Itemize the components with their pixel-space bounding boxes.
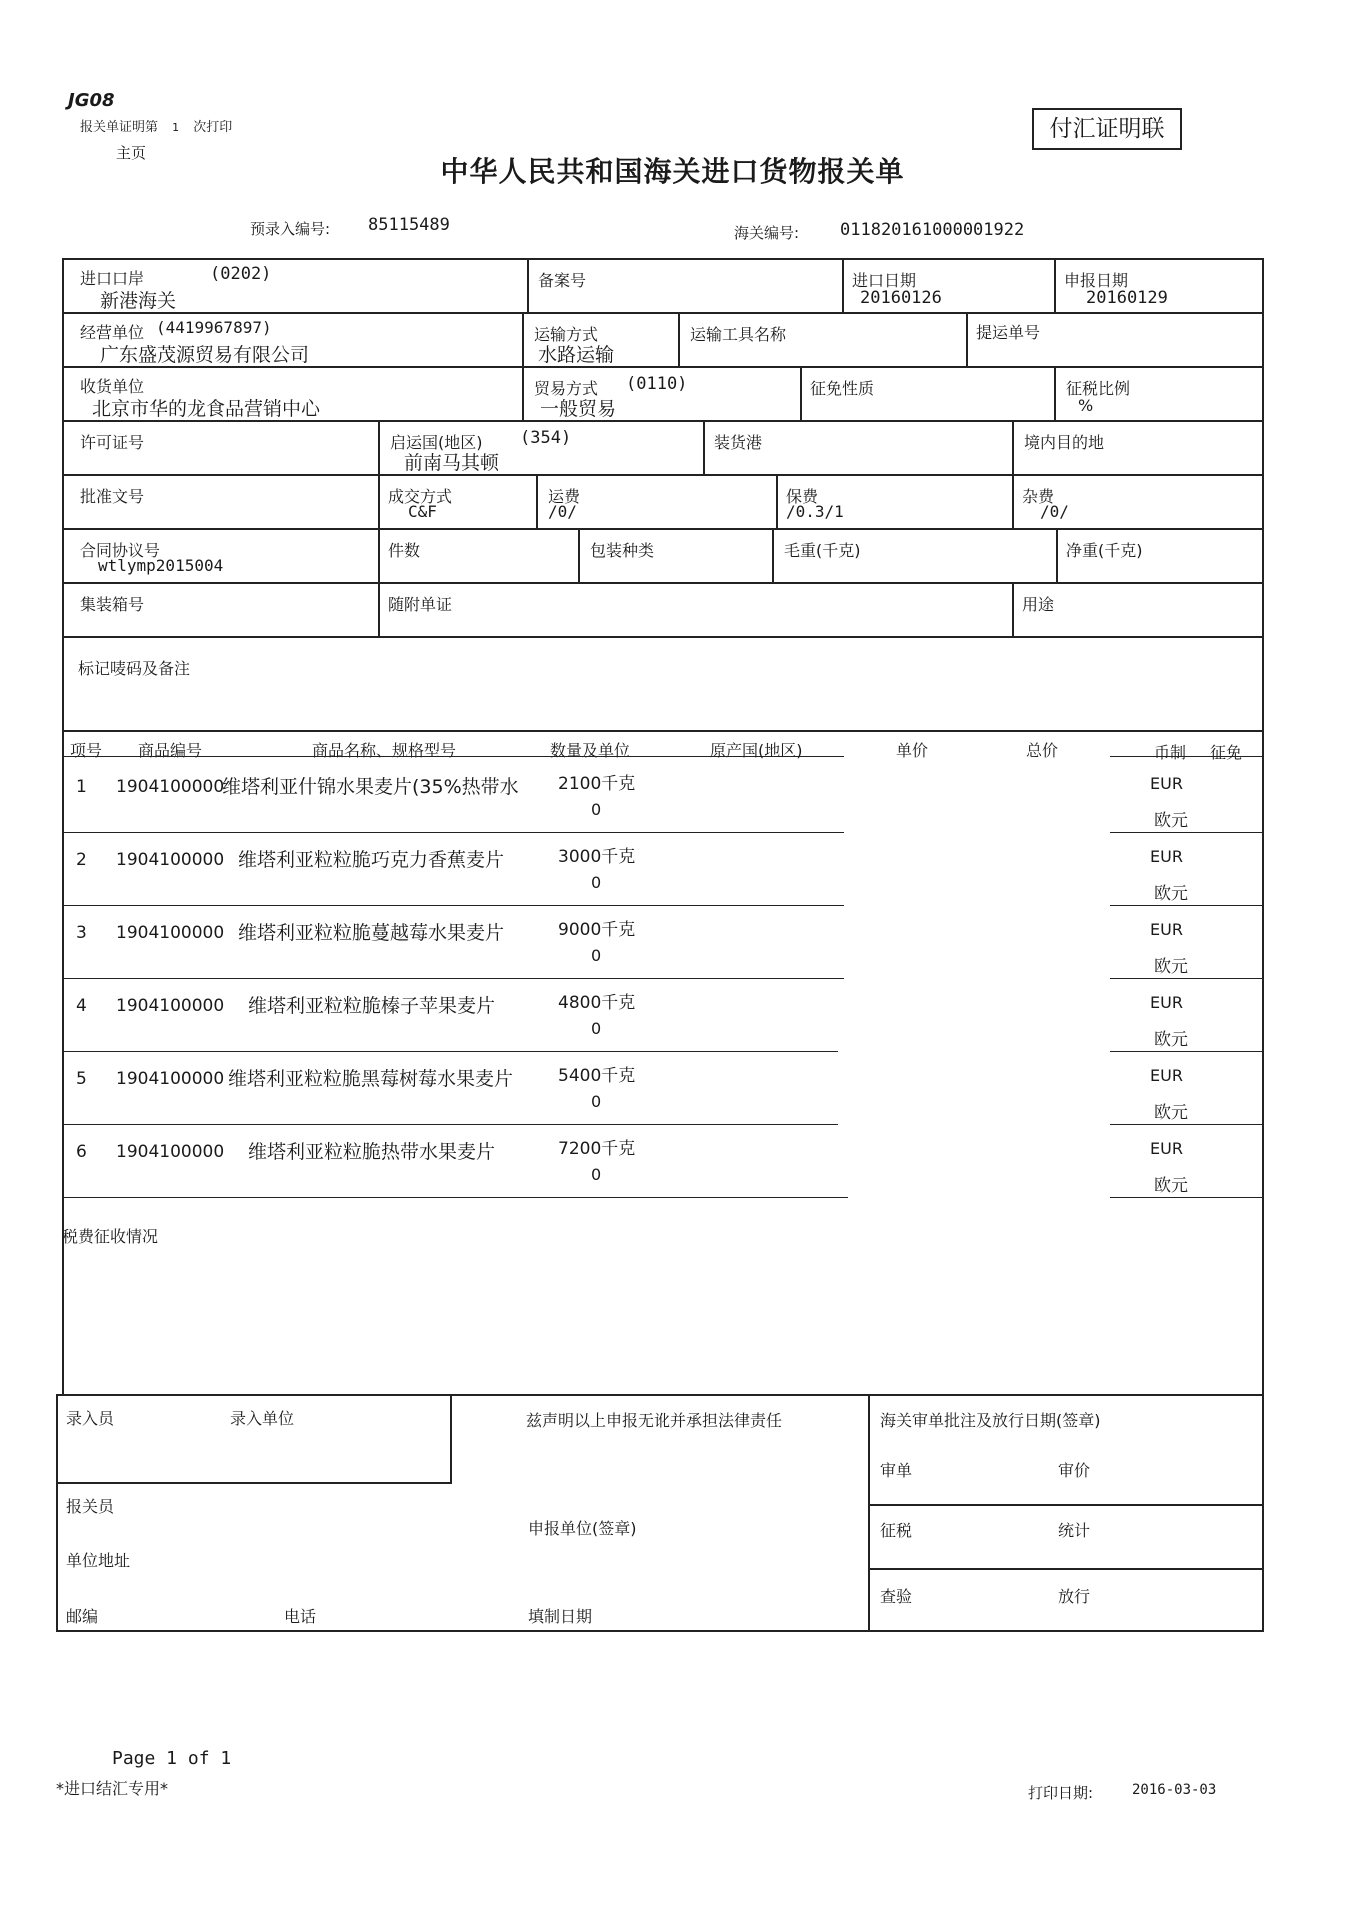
net-label: 净重(千克)	[1066, 541, 1143, 560]
declare-unit-label: 申报单位(签章)	[528, 1519, 637, 1538]
insurance-label: 保费	[786, 487, 819, 506]
consignee-name: 北京市华的龙食品营销中心	[92, 398, 321, 420]
deal-mode: C&F	[408, 502, 437, 521]
trade-mode-label: 贸易方式	[534, 379, 599, 398]
item-currency-cn: 欧元	[1154, 884, 1188, 904]
item-code: 1904100000	[116, 1069, 225, 1089]
item-no: 1	[76, 777, 87, 797]
item-code: 1904100000	[116, 923, 225, 943]
pieces-label: 件数	[388, 541, 421, 560]
operator-label: 经营单位	[80, 323, 145, 342]
item-currency-cn: 欧元	[1154, 1103, 1188, 1123]
item-code: 1904100000	[116, 996, 225, 1016]
col-total: 总价	[1026, 741, 1059, 760]
marks-box	[62, 636, 1264, 732]
levy-label: 征税	[880, 1521, 913, 1540]
import-date: 20160126	[860, 288, 942, 308]
print-note-prefix: 报关单证明第	[80, 120, 159, 135]
item-no: 4	[76, 996, 87, 1016]
item-qty2: 0	[591, 873, 602, 892]
customs-number: 011820161000001922	[840, 220, 1025, 240]
misc: /0/	[1040, 502, 1069, 521]
freight-label: 运费	[548, 487, 581, 506]
item-currency-cn: 欧元	[1154, 811, 1188, 831]
item-qty: 7200千克	[558, 1139, 636, 1159]
postcode-label: 邮编	[66, 1607, 99, 1626]
origin-country-code: (354)	[520, 428, 572, 448]
print-note	[80, 116, 232, 135]
page-info: Page 1 of 1	[112, 1748, 232, 1769]
item-qty: 5400千克	[558, 1066, 636, 1086]
tax-ratio: %	[1078, 396, 1094, 415]
col-qty: 数量及单位	[550, 741, 631, 760]
item-name: 维塔利亚粒粒脆热带水果麦片	[248, 1141, 496, 1163]
exemption-label: 征免性质	[810, 379, 875, 398]
item-no: 2	[76, 850, 87, 870]
contract-no: wtlymp2015004	[98, 556, 224, 575]
declaration-text: 兹声明以上申报无讹并承担法律责任	[526, 1411, 783, 1430]
fill-date-label: 填制日期	[528, 1607, 593, 1626]
port-code: (0202)	[210, 264, 272, 284]
item-qty: 3000千克	[558, 847, 636, 867]
col-currency: 币制	[1154, 743, 1187, 762]
item-currency-cn: 欧元	[1154, 957, 1188, 977]
trade-mode: 一般贸易	[540, 398, 617, 420]
origin-country-label: 启运国(地区)	[390, 433, 483, 452]
item-currency: EUR	[1150, 993, 1183, 1012]
item-code: 1904100000	[116, 1142, 225, 1162]
clerk-label: 录入员	[66, 1409, 115, 1428]
item-code: 1904100000	[116, 850, 225, 870]
declarant-label: 报关员	[66, 1497, 115, 1516]
item-code: 1904100000	[116, 777, 225, 797]
item-no: 3	[76, 923, 87, 943]
port-label: 进口口岸	[80, 269, 145, 288]
tax-ratio-label: 征税比例	[1066, 379, 1131, 398]
operator-code: (4419967897)	[156, 318, 272, 337]
item-name: 维塔利亚粒粒脆黑莓树莓水果麦片	[228, 1068, 514, 1090]
origin-country: 前南马其顿	[404, 452, 500, 474]
page-title: 中华人民共和国海关进口货物报关单	[440, 155, 905, 188]
phone-label: 电话	[284, 1607, 317, 1626]
col-code: 商品编号	[138, 741, 203, 760]
container-label: 集装箱号	[80, 595, 145, 614]
declare-date-label: 申报日期	[1064, 271, 1129, 290]
item-name: 维塔利亚粒粒脆榛子苹果麦片	[248, 995, 496, 1017]
item-no: 5	[76, 1069, 87, 1089]
clerk-unit-label: 录入单位	[230, 1409, 295, 1428]
item-qty: 2100千克	[558, 774, 636, 794]
tax-label: 税费征收情况	[62, 1227, 159, 1246]
import-date-label: 进口日期	[852, 271, 917, 290]
item-currency: EUR	[1150, 847, 1183, 866]
item-name: 维塔利亚什锦水果麦片(35%热带水	[222, 776, 519, 798]
print-date: 2016-03-03	[1132, 1782, 1217, 1798]
consignee-label: 收货单位	[80, 377, 145, 396]
freight: /0/	[548, 502, 577, 521]
item-no: 6	[76, 1142, 87, 1162]
vehicle-label: 运输工具名称	[690, 325, 787, 344]
customs-number-label: 海关编号:	[734, 224, 800, 242]
stats-label: 统计	[1058, 1521, 1091, 1540]
form-code: JG08	[68, 90, 115, 111]
misc-label: 杂费	[1022, 487, 1055, 506]
destination-label: 境内目的地	[1024, 433, 1105, 452]
usage-label: 用途	[1022, 595, 1055, 614]
release-label: 放行	[1058, 1587, 1091, 1606]
col-name: 商品名称、规格型号	[312, 741, 457, 760]
contract-label: 合同协议号	[80, 541, 161, 560]
declare-date: 20160129	[1086, 288, 1168, 308]
item-name: 维塔利亚粒粒脆蔓越莓水果麦片	[238, 922, 505, 944]
item-qty2: 0	[591, 800, 602, 819]
item-currency-cn: 欧元	[1154, 1176, 1188, 1196]
pre-entry-number: 85115489	[368, 215, 450, 235]
special-note: *进口结汇专用*	[56, 1779, 169, 1798]
price-review-label: 审价	[1058, 1461, 1091, 1480]
item-qty2: 0	[591, 946, 602, 965]
marks-label: 标记唛码及备注	[78, 659, 191, 678]
deal-mode-label: 成交方式	[388, 487, 453, 506]
print-count: 1	[172, 121, 180, 134]
license-label: 许可证号	[80, 433, 145, 452]
customs-approval-label: 海关审单批注及放行日期(签章)	[880, 1411, 1101, 1430]
docs-label: 随附单证	[388, 595, 453, 614]
operator-name: 广东盛茂源贸易有限公司	[100, 344, 310, 366]
item-currency: EUR	[1150, 1066, 1183, 1085]
item-qty2: 0	[591, 1165, 602, 1184]
bill-label: 提运单号	[976, 323, 1041, 342]
page-label: 主页	[116, 144, 147, 162]
port-name: 新港海关	[100, 290, 177, 312]
col-item: 项号	[70, 741, 103, 760]
item-qty2: 0	[591, 1092, 602, 1111]
inspect-label: 查验	[880, 1587, 913, 1606]
item-currency-cn: 欧元	[1154, 1030, 1188, 1050]
record-no-label: 备案号	[538, 271, 587, 290]
item-qty: 4800千克	[558, 993, 636, 1013]
transport-mode: 水路运输	[538, 344, 615, 366]
item-currency: EUR	[1150, 920, 1183, 939]
loading-port-label: 装货港	[714, 433, 763, 452]
item-currency: EUR	[1150, 1139, 1183, 1158]
print-date-label: 打印日期:	[1028, 1784, 1094, 1802]
print-note-suffix: 次打印	[193, 120, 233, 135]
gross-label: 毛重(千克)	[784, 541, 861, 560]
package-label: 包装种类	[590, 541, 655, 560]
address-label: 单位地址	[66, 1551, 131, 1570]
item-currency: EUR	[1150, 774, 1183, 793]
trade-mode-code: (0110)	[626, 374, 688, 394]
review-label: 审单	[880, 1461, 913, 1480]
item-qty2: 0	[591, 1019, 602, 1038]
item-qty: 9000千克	[558, 920, 636, 940]
approval-label: 批准文号	[80, 487, 145, 506]
insurance: /0.3/1	[786, 502, 844, 521]
col-exempt: 征免	[1210, 743, 1243, 762]
pre-entry-label: 预录入编号:	[250, 220, 331, 238]
col-origin: 原产国(地区)	[710, 741, 803, 760]
item-name: 维塔利亚粒粒脆巧克力香蕉麦片	[238, 849, 505, 871]
stamp-label: 付汇证明联	[1032, 108, 1182, 150]
transport-mode-label: 运输方式	[534, 325, 599, 344]
col-unit-price: 单价	[896, 741, 929, 760]
